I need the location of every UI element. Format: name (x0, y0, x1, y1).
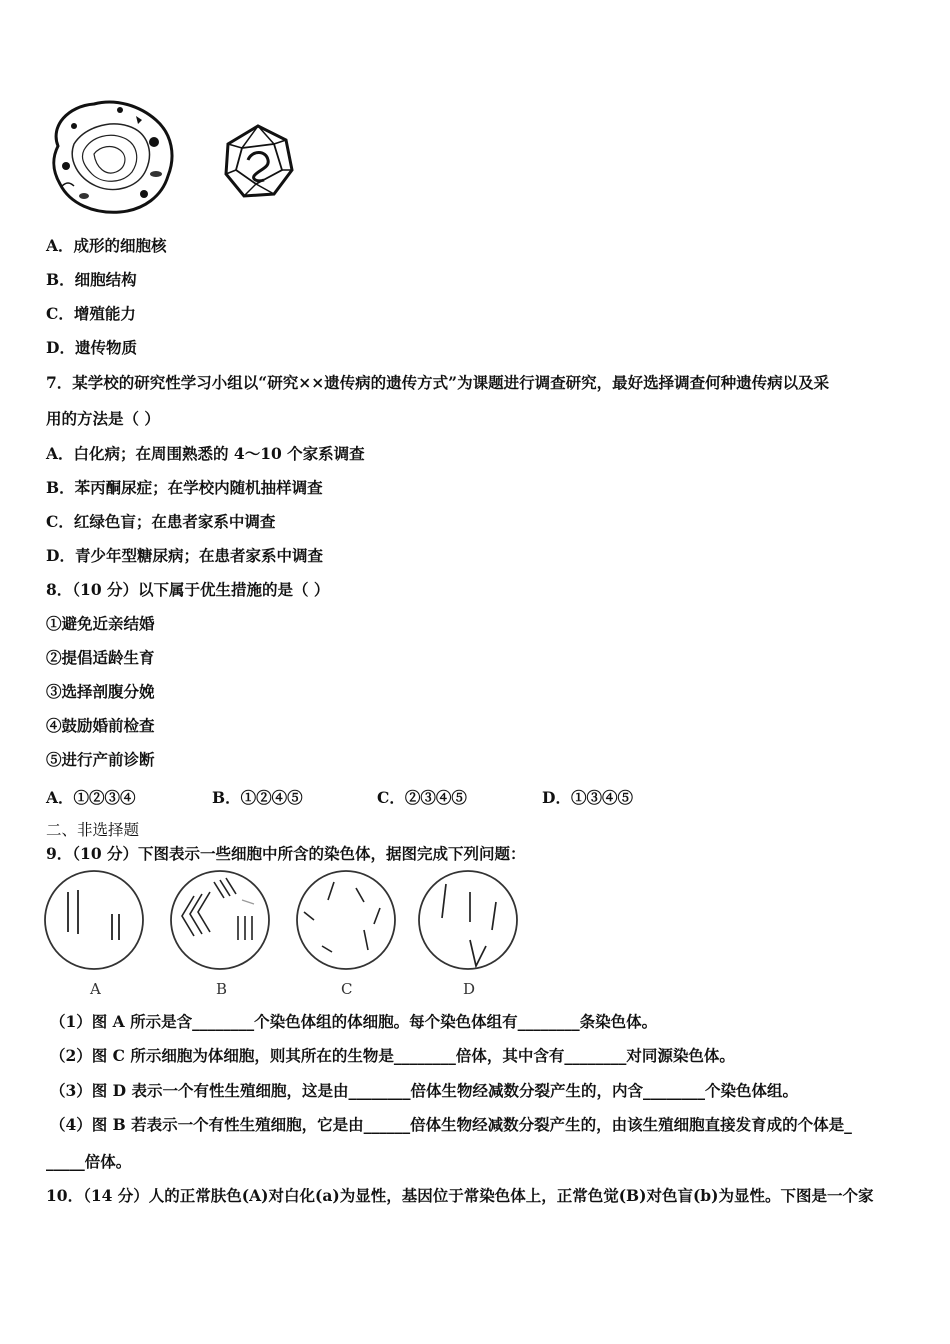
q8-option-d: D．①③④⑤ (542, 788, 633, 807)
q6-option-a: A．成形的细胞核 (46, 236, 167, 255)
q8-item-1: ①避免近亲结婚 (46, 614, 155, 633)
cell-d-label: D (463, 980, 476, 998)
q8-item-5: ⑤进行产前诊断 (46, 750, 155, 769)
q9-stem: 9．（10 分）下图表示一些细胞中所含的染色体，据图完成下列问题： (46, 844, 526, 863)
q7-stem-line2: 用的方法是（ ） (46, 409, 160, 428)
cell-illustrations (44, 96, 304, 220)
q6-option-c: C．增殖能力 (46, 304, 136, 323)
q7-stem-line1: 7．某学校的研究性学习小组以“研究××遗传病的遗传方式”为课题进行调查研究，最好选择调查何种遗传病以及采 (46, 373, 830, 392)
cell-d-diagram (419, 871, 517, 998)
cell-b-diagram (171, 871, 269, 998)
q6-option-d: D．遗传物质 (46, 338, 137, 357)
q9-part-1: （1）图 A 所示是含________个染色体组的体细胞。每个染色体组有________条染色体。 (50, 1012, 658, 1031)
q8-item-4: ④鼓励婚前检查 (46, 716, 155, 735)
q8-option-a: A．①②③④ (46, 788, 136, 807)
section-heading: 二、非选择题 (46, 821, 140, 839)
q9-part-4-continued: _____倍体。 (46, 1152, 132, 1171)
q9-part-2: （2）图 C 所示细胞为体细胞，则其所在的生物是________倍体，其中含有________对同源染色体。 (50, 1046, 735, 1065)
q8-option-b: B．①②④⑤ (212, 788, 303, 807)
cell-a-diagram (45, 871, 143, 998)
q8-options-row (46, 786, 666, 808)
cell-a-label: A (90, 980, 101, 998)
q8-option-c: C．②③④⑤ (377, 788, 467, 807)
q6-option-b: B．细胞结构 (46, 270, 137, 289)
q10-stem: 10．（14 分）人的正常肤色(A)对白化(a)为显性，基因位于常染色体上，正常色觉(B)对色盲(b)为显性。下图是一个家 (46, 1186, 874, 1205)
q9-part-3: （3）图 D 表示一个有性生殖细胞，这是由________倍体生物经减数分裂产生的，内含________个染色体组。 (50, 1081, 799, 1100)
cell-b-label: B (216, 980, 228, 998)
q8-item-3: ③选择剖腹分娩 (46, 682, 155, 701)
q7-option-c: C．红绿色盲；在患者家系中调查 (46, 512, 276, 531)
q8-stem: 8．（10 分）以下属于优生措施的是（ ） (46, 580, 330, 599)
cell-c-diagram (297, 871, 395, 998)
q8-item-2: ②提倡适龄生育 (46, 648, 155, 667)
q7-option-d: D．青少年型糖尿病；在患者家系中调查 (46, 546, 323, 565)
q7-option-a: A．白化病；在周围熟悉的 4～10 个家系调查 (46, 444, 365, 463)
q9-part-4: （4）图 B 若表示一个有性生殖细胞，它是由______倍体生物经减数分裂产生的，由该生殖细胞直接发育成的个体是_ (50, 1115, 852, 1134)
animal-cell-drawing (54, 102, 172, 212)
chromosome-figure (42, 868, 526, 1000)
cell-c-label: C (341, 980, 353, 998)
virus-icosahedron-drawing (226, 126, 292, 196)
q7-option-b: B．苯丙酮尿症；在学校内随机抽样调查 (46, 478, 323, 497)
